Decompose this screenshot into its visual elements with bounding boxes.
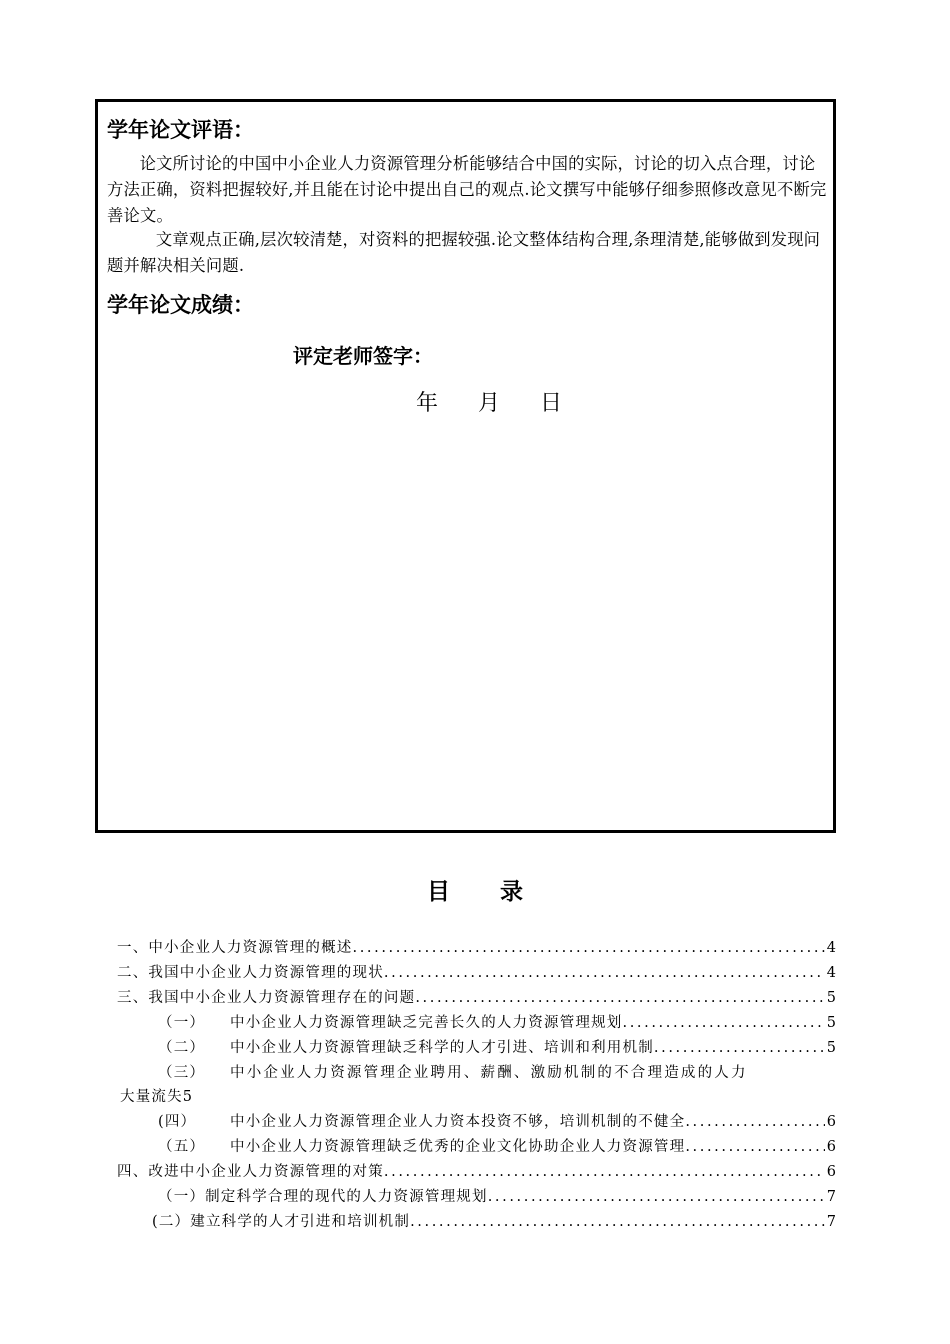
- toc-entry-page: 5: [826, 1040, 836, 1056]
- toc-entry-label: 四、改进中小企业人力资源管理的对策: [117, 1164, 384, 1180]
- signature-label: 评定老师签字：: [293, 344, 433, 368]
- toc-entry-number: （一）: [158, 1015, 206, 1031]
- toc-leader-dots: [384, 1162, 825, 1182]
- toc-entry[interactable]: [152, 1212, 836, 1232]
- toc-entry[interactable]: [117, 938, 836, 958]
- date-day: 日: [540, 391, 563, 416]
- toc-entry-page: 5: [826, 990, 836, 1006]
- date-month: 月: [478, 391, 501, 416]
- toc-entry-label: [158, 1112, 685, 1132]
- toc-leader-dots: [384, 963, 825, 983]
- toc-entry[interactable]: [117, 1162, 836, 1182]
- toc-entry[interactable]: [158, 1013, 836, 1033]
- toc-entry[interactable]: [158, 1187, 836, 1207]
- toc-leader-dots: [685, 1112, 824, 1132]
- toc-entry-page: 7: [826, 1214, 836, 1230]
- date-year: 年: [416, 391, 439, 416]
- toc-entry-text: 中小企业人力资源管理缺乏优秀的企业文化协助企业人力资源管理: [230, 1139, 686, 1155]
- toc-entry-label: 二、我国中小企业人力资源管理的现状: [117, 965, 384, 981]
- toc-leader-dots: [685, 1137, 824, 1157]
- toc-entry-wrapped[interactable]: [120, 1061, 836, 1109]
- toc-entry-number: (四）: [158, 1114, 197, 1130]
- date-line: [416, 386, 562, 417]
- toc-entry[interactable]: [158, 1038, 836, 1058]
- toc-entry-page: 6: [826, 1139, 836, 1155]
- toc-entry-label: （一）制定科学合理的现代的人力资源管理规划: [158, 1189, 488, 1205]
- toc-entry-label: (二）建立科学的人才引进和培训机制: [152, 1214, 411, 1230]
- toc-entry[interactable]: [117, 988, 836, 1008]
- toc-entry[interactable]: [158, 1137, 836, 1157]
- toc-entry-text: 中小企业人力资源管理缺乏完善长久的人力资源管理规划: [230, 1015, 623, 1031]
- toc-entry-line-2: 大量流失5: [120, 1089, 194, 1105]
- toc-leader-dots: [353, 938, 825, 958]
- toc-entry-line-1: [158, 1061, 836, 1085]
- toc-entry-page: 7: [826, 1189, 836, 1205]
- review-box: [95, 99, 836, 833]
- toc-entry-page: 6: [826, 1164, 836, 1180]
- grade-heading: 学年论文成绩：: [107, 293, 254, 317]
- toc-entry-label: 一、中小企业人力资源管理的概述: [117, 940, 353, 956]
- toc-leader-dots: [410, 1212, 825, 1232]
- toc-title: 目录: [427, 879, 573, 905]
- toc-entry-label: [158, 1038, 654, 1058]
- toc-entry-page: 5: [826, 1015, 836, 1031]
- toc-entry-number: （五）: [158, 1139, 206, 1155]
- toc-leader-dots: [488, 1187, 825, 1207]
- toc-entry-page: 6: [826, 1114, 836, 1130]
- toc-entry-text: 中小企业人力资源管理企业聘用、薪酬、激励机制的不合理造成的人力: [230, 1065, 748, 1081]
- toc-leader-dots: [623, 1013, 825, 1033]
- toc-entry[interactable]: [158, 1112, 836, 1132]
- toc-entry-label: [158, 1137, 685, 1157]
- toc-entry[interactable]: [117, 963, 836, 983]
- comment-heading: 学年论文评语：: [107, 118, 254, 142]
- toc-entry-label: 三、我国中小企业人力资源管理存在的问题: [117, 990, 416, 1006]
- toc-entry-label: [158, 1013, 623, 1033]
- toc-leader-dots: [654, 1038, 825, 1058]
- comment-paragraph-2: 文章观点正确,层次较清楚，对资料的把握较强.论文整体结构合理,条理清楚,能够做到发现问题并解决相关问题.: [107, 230, 821, 275]
- toc-leader-dots: [415, 988, 824, 1008]
- comment-paragraph-1: 论文所讨论的中国中小企业人力资源管理分析能够结合中国的实际，讨论的切入点合理，讨论方法正确，资料把握较好,并且能在讨论中提出自己的观点.论文撰写中能够仔细参照修改意见不断完善论文。: [107, 154, 827, 225]
- toc-entry-page: 4: [826, 940, 836, 956]
- toc-entry-text: 中小企业人力资源管理缺乏科学的人才引进、培训和利用机制: [230, 1040, 654, 1056]
- toc-entry-page: 4: [826, 965, 836, 981]
- toc-entry-number: （二）: [158, 1040, 206, 1056]
- toc-entry-text: 中小企业人力资源管理企业人力资本投资不够，培训机制的不健全: [230, 1114, 686, 1130]
- toc-entry-number: （三）: [158, 1065, 206, 1081]
